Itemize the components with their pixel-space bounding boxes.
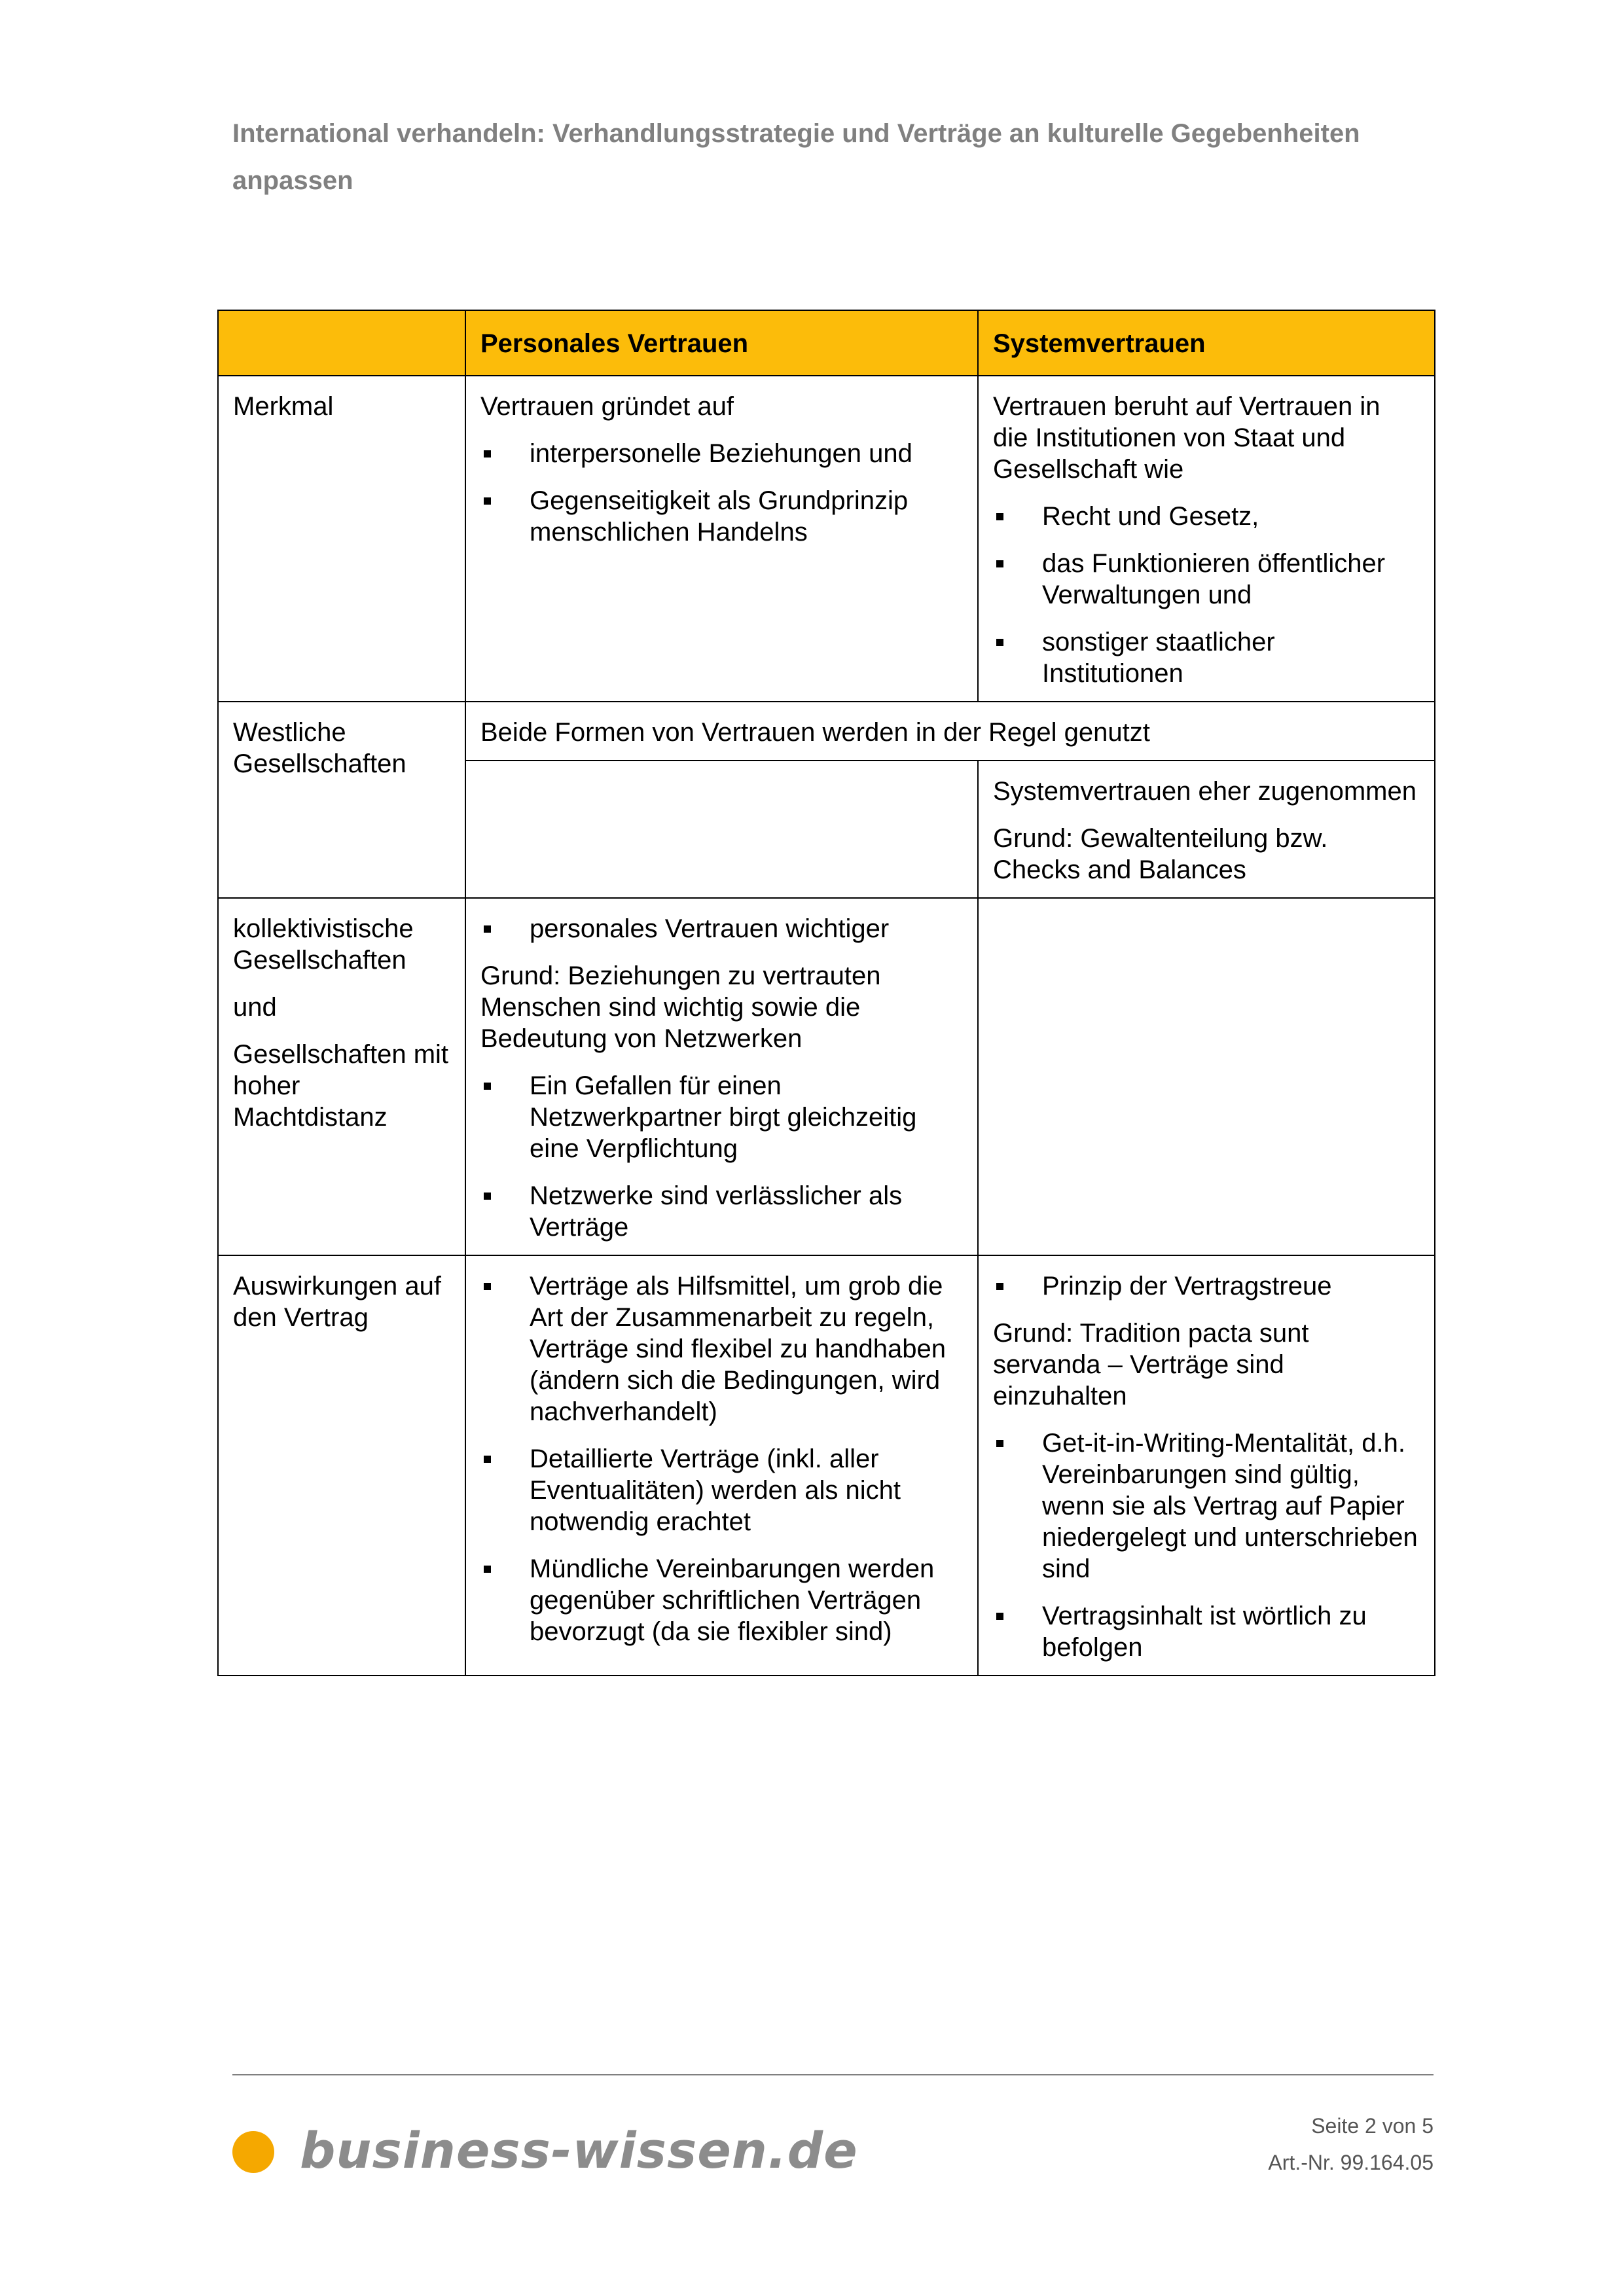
- list-item: Gegenseitigkeit als Grundprinzip menschlichen Handelns: [480, 485, 963, 548]
- list-item: interpersonelle Beziehungen und: [480, 438, 963, 469]
- cell-merged-westliche: [465, 702, 1435, 761]
- table-header-row: [218, 310, 1435, 376]
- cell-system-kollektivistisch-empty: [978, 898, 1435, 1255]
- document-title: International verhandeln: Verhandlungsstrategie und Verträge an kulturelle Gegebenheiten anpassen: [232, 119, 1360, 195]
- cell-personal-westliche-empty: [465, 761, 978, 898]
- row-label: und: [233, 993, 277, 1022]
- bullet-list: [993, 1270, 1420, 1302]
- header-personal-trust: Personales Vertrauen: [465, 310, 978, 376]
- bullet-list: [993, 501, 1420, 689]
- list-item: personales Vertrauen wichtiger: [480, 913, 963, 944]
- cell-system-westliche: [978, 761, 1435, 898]
- list-item: Get-it-in-Writing-Mentalität, d.h. Vereinbarungen sind gültig, wenn sie als Vertrag auf Papier niedergelegt und unterschrieben sind: [993, 1427, 1420, 1585]
- comparison-table: [217, 310, 1435, 1676]
- bullet-list: [480, 438, 963, 548]
- list-item: Mündliche Vereinbarungen werden gegenüber schriftlichen Verträgen bevorzugt (da sie flexibler sind): [480, 1553, 963, 1647]
- list-item: das Funktionieren öffentlicher Verwaltungen und: [993, 548, 1420, 611]
- row-label: Westliche Gesellschaften: [233, 718, 406, 778]
- table-row-auswirkungen: [218, 1255, 1435, 1676]
- cell-personal-auswirkungen: [465, 1255, 978, 1676]
- cell-text: Beide Formen von Vertrauen werden in der Regel genutzt: [480, 718, 1150, 747]
- row-label: Gesellschaften mit hoher Machtdistanz: [233, 1040, 449, 1132]
- cell-text: Systemvertrauen eher zugenommen: [993, 777, 1416, 806]
- list-item: Prinzip der Vertragstreue: [993, 1270, 1420, 1302]
- cell-system-auswirkungen: [978, 1255, 1435, 1676]
- cell-personal-merkmal: [465, 376, 978, 702]
- row-label: Merkmal: [233, 392, 334, 421]
- page-info: [1268, 2108, 1434, 2181]
- row-label-cell: [218, 898, 465, 1255]
- list-item: Netzwerke sind verlässlicher als Verträge: [480, 1180, 963, 1243]
- logo-text: business-wissen.de: [300, 2121, 858, 2179]
- table-row-kollektivistisch: [218, 898, 1435, 1255]
- bullet-list: [480, 913, 963, 944]
- row-label-cell: [218, 376, 465, 702]
- cell-text: Grund: Gewaltenteilung bzw. Checks and Balances: [993, 824, 1328, 884]
- bullet-list: [480, 1070, 963, 1243]
- article-number: Art.-Nr. 99.164.05: [1268, 2151, 1434, 2174]
- footer-divider: [232, 2074, 1434, 2075]
- bullet-list: [480, 1270, 963, 1647]
- table-row-merkmal: [218, 376, 1435, 702]
- header-empty-cell: [218, 310, 465, 376]
- row-label-cell: [218, 1255, 465, 1676]
- cell-text: Vertrauen gründet auf: [480, 392, 734, 421]
- list-item: Vertragsinhalt ist wörtlich zu befolgen: [993, 1600, 1420, 1663]
- row-label: kollektivistische Gesellschaften: [233, 914, 414, 975]
- page-number: Seite 2 von 5: [1311, 2114, 1434, 2138]
- header-system-trust: Systemvertrauen: [978, 310, 1435, 376]
- cell-system-merkmal: [978, 376, 1435, 702]
- cell-text: Grund: Tradition pacta sunt servanda – Verträge sind einzuhalten: [993, 1319, 1309, 1410]
- list-item: Detaillierte Verträge (inkl. aller Eventualitäten) werden als nicht notwendig erachtet: [480, 1443, 963, 1537]
- row-label: Auswirkungen auf den Vertrag: [233, 1272, 441, 1332]
- logo-dot-icon: [232, 2131, 274, 2173]
- list-item: Verträge als Hilfsmittel, um grob die Art der Zusammenarbeit zu regeln, Verträge sind flexibel zu handhaben (ändern sich die Bedingungen, wird nachverhandelt): [480, 1270, 963, 1427]
- cell-text: Vertrauen beruht auf Vertrauen in die Institutionen von Staat und Gesellschaft wie: [993, 392, 1380, 484]
- list-item: Ein Gefallen für einen Netzwerkpartner birgt gleichzeitig eine Verpflichtung: [480, 1070, 963, 1164]
- cell-text: Grund: Beziehungen zu vertrauten Menschen sind wichtig sowie die Bedeutung von Netzwerken: [480, 961, 881, 1053]
- table-row-westliche: [218, 702, 1435, 761]
- list-item: sonstiger staatlicher Institutionen: [993, 626, 1420, 689]
- row-label-cell: [218, 702, 465, 898]
- bullet-list: [993, 1427, 1420, 1663]
- list-item: Recht und Gesetz,: [993, 501, 1420, 532]
- cell-personal-kollektivistisch: [465, 898, 978, 1255]
